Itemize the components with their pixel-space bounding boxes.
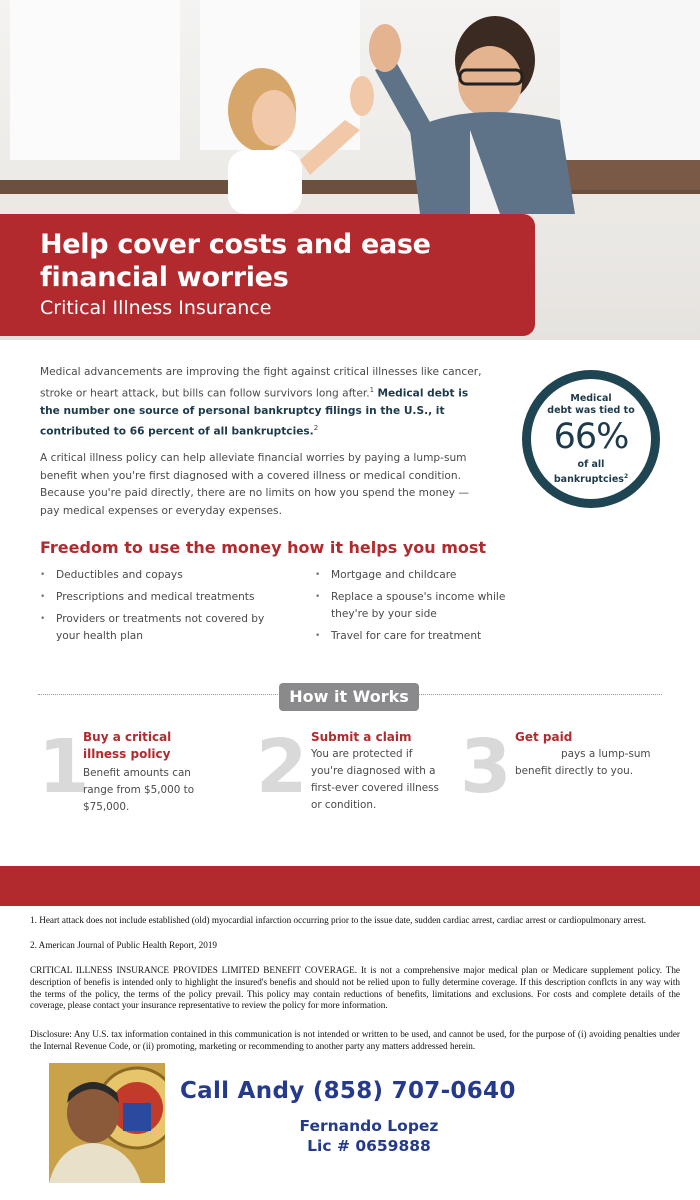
agent-photo [49,1063,165,1183]
footnote-ref: 2 [313,424,319,433]
step-desc: Benefit amounts can range from $5,000 to $75,000. [83,767,195,813]
uses-list-left [40,567,270,650]
title-line-2: financial worries [40,262,289,293]
stat-caption-bottom [531,459,651,486]
stat-caption-top [531,393,651,417]
agent-name: Fernando Lopez [299,1117,439,1135]
tax-disclosure: Disclosure: Any U.S. tax information contained in this communication is not intended or written to be used, and cannot be used, for the purpose of (i) avoiding penalties under the Internal Revenue Code, or (ii) promoting, marketing or recommending to another party any matters addressed herein. [30,1029,680,1051]
step-desc: pays a lump-sum benefit directly to you. [515,748,651,777]
title-banner [0,214,535,336]
footnote-1: 1. Heart attack does not include established (old) myocardial infarction occurring prior to the issue date, sudden cardiac arrest, cardiac arrest or cardiopulmonary arrest. [30,915,647,925]
page-title [40,228,535,294]
step-number: 1 [38,724,90,810]
benefit-paragraph: A critical illness policy can help alleviate financial worries by paying a lump-sum benefit when you're first diagnosed with a covered illness or medical condition. Because you're paid directly, there are no limits on how you spend the money — pay medical expenses or everyday expenses. [40,452,469,517]
stat-value: 66% [553,417,629,457]
step-number: 3 [460,724,512,810]
title-line-1: Help cover costs and ease [40,229,431,260]
intro-paragraph [40,364,490,441]
stat-line-4: bankruptcies [553,474,624,486]
uses-list-right [315,567,515,650]
list-item: • Deductibles and copays [40,567,270,584]
step-desc: You are protected if you're diagnosed with a first-ever covered illness or condition. [311,748,439,811]
footnote-ref: 2 [623,473,629,480]
list-item: • Mortgage and childcare [315,567,515,584]
how-it-works-label: How it Works [279,683,419,711]
list-item: • Prescriptions and medical treatments [40,589,270,606]
step-number: 2 [256,724,308,810]
list-item: • Replace a spouse's income while they're by your side [315,589,515,623]
step-title: Submit a claim [311,730,412,744]
stat-circle [522,370,660,508]
agent-license: Lic # 0659888 [307,1137,431,1155]
call-agent-phone[interactable]: Call Andy (858) 707-0640 [180,1078,516,1104]
footnote-2: 2. American Journal of Public Health Report, 2019 [30,940,218,950]
footnote-ref: 1 [369,385,375,394]
intro-bold-text: Medical debt is the number one source of personal bankruptcy filings in the U.S., it contributed to 66 percent of all bankruptcies. [40,387,469,438]
page-subtitle: Critical Illness Insurance [40,297,272,319]
list-item: • Providers or treatments not covered by your health plan [40,611,270,645]
step-title: Buy a critical illness policy [83,730,172,761]
footer-band [0,866,700,906]
intro-text: Medical advancements are improving the fight against critical illnesses like cancer, stroke or heart attack, but bills can follow survivors long after. [40,366,482,400]
stat-line-3: of all [577,459,605,470]
section-title-freedom: Freedom to use the money how it helps you most [40,538,487,557]
step-title: Get paid [515,730,573,744]
stat-line-1: Medical [570,393,612,404]
stat-line-2: debt was tied to [547,405,635,416]
disclaimer: CRITICAL ILLNESS INSURANCE PROVIDES LIMITED BENEFIT COVERAGE. It is not a comprehensive major medical plan or Medicare supplement policy. The description of benefis is intended only to highlight the insured's benefis and should not be relied upon to fully determine coverage. If this description conflcts in any way with the terms of the policy, the terms of the policy prevail. This policy may contain reductions of benefits, limitations and exclusions. For costs and complete details of the coverage, please contact your insurance representative to review the policy for more information. [30,965,680,1011]
list-item: • Travel for care for treatment [315,628,515,645]
